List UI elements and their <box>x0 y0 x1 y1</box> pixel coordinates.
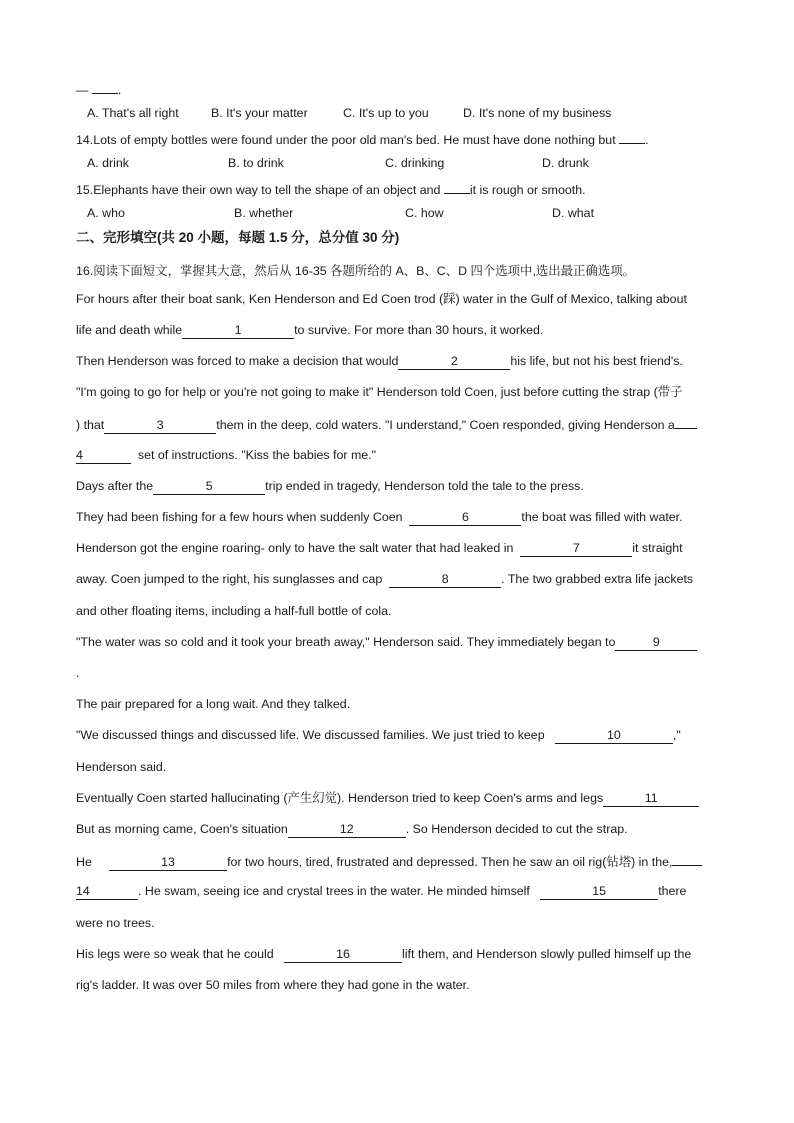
passage-line-7: Days after the 5 trip ended in tragedy, Henderson told the tale to the press. <box>76 479 584 493</box>
blank-14[interactable]: 14 <box>76 884 138 900</box>
q15-option-d: D. what <box>552 206 595 220</box>
blank-5[interactable]: 5 <box>153 479 265 495</box>
passage-line-9: Henderson got the engine roaring- only to have the salt water that had leaked in 7 it straight <box>76 541 683 555</box>
q13-option-a: A. That's all right <box>87 106 179 120</box>
passage-line-15: Henderson said. <box>76 760 167 774</box>
passage-line-19: 14 . He swam, seeing ice and crystal trees in the water. He minded himself 15 there <box>76 884 687 898</box>
passage-line-5: ) that 3 them in the deep, cold waters. "I understand," Coen responded, giving Henderson a <box>76 414 697 434</box>
q13-option-d: D. It's none of my business <box>463 106 612 120</box>
q15-option-b: B. whether <box>234 206 294 220</box>
q13-stem <box>76 79 121 99</box>
q14-blank <box>619 129 645 144</box>
q14-option-a: A. drink <box>87 156 130 170</box>
section-instruction: 16.阅读下面短文，掌握其大意，然后从 16-35 各题所给的 A、B、C、D 四个选项中,选出最正确选项。 <box>76 264 636 278</box>
passage-line-6: 4 set of instructions. "Kiss the babies for me." <box>76 448 377 462</box>
q13-dash: — <box>76 83 89 97</box>
q13-option-c: C. It's up to you <box>343 106 429 120</box>
blank-4[interactable]: 4 <box>76 448 131 464</box>
blank-8[interactable]: 8 <box>389 572 501 588</box>
blank-2[interactable]: 2 <box>398 354 510 370</box>
q15-option-a: A. who <box>87 206 125 220</box>
passage-line-11: and other floating items, including a half-full bottle of cola. <box>76 604 392 618</box>
passage-line-14: "We discussed things and discussed life. We discussed families. We just tried to keep 10 ," <box>76 728 681 742</box>
blank-6[interactable]: 6 <box>409 510 521 526</box>
section-heading: 二、完形填空(共 20 小题，每题 1.5 分，总分值 30 分) <box>76 230 400 245</box>
blank-13[interactable]: 13 <box>109 855 227 871</box>
passage-line-22: rig's ladder. It was over 50 miles from where they had gone in the water. <box>76 978 470 992</box>
passage-line-3: Then Henderson was forced to make a decision that would 2 his life, but not his best friend's. <box>76 354 683 368</box>
passage-line-2: life and death while 1 to survive. For more than 30 hours, it worked. <box>76 323 544 337</box>
q15-option-c: C. how <box>405 206 444 220</box>
blank-3[interactable]: 3 <box>104 418 216 434</box>
passage-line-20: were no trees. <box>76 916 155 930</box>
passage-line-8: They had been fishing for a few hours when suddenly Coen 6 the boat was filled with water. <box>76 510 683 524</box>
passage-line-13: The pair prepared for a long wait. And they talked. <box>76 697 351 711</box>
q14-option-d: D. drunk <box>542 156 589 170</box>
q13-blank <box>92 79 118 94</box>
passage-line-12: "The water was so cold and it took your breath away," Henderson said. They immediately began to 9 <box>76 633 697 651</box>
passage-line-12-end: . <box>76 666 80 680</box>
passage-line-10: away. Coen jumped to the right, his sunglasses and cap 8 . The two grabbed extra life jackets <box>76 572 694 586</box>
q14-option-b: B. to drink <box>228 156 284 170</box>
passage-line-16: Eventually Coen started hallucinating (产生幻觉). Henderson tried to keep Coen's arms and legs 11 <box>76 789 699 807</box>
passage-line-18: He 13 for two hours, tired, frustrated and depressed. Then he saw an oil rig(钻塔) in the, <box>76 851 702 871</box>
blank-7[interactable]: 7 <box>520 541 632 557</box>
blank-15[interactable]: 15 <box>540 884 658 900</box>
blank-10[interactable]: 10 <box>555 728 673 744</box>
blank-9[interactable]: 9 <box>615 635 697 651</box>
blank-4-start <box>675 414 697 429</box>
blank-16[interactable]: 16 <box>284 947 402 963</box>
q13-end: . <box>117 83 122 97</box>
q15-stem: 15.Elephants have their own way to tell the shape of an object and it is rough or smooth. <box>76 179 586 199</box>
blank-1[interactable]: 1 <box>182 323 294 339</box>
q15-blank <box>444 179 470 194</box>
q14-option-c: C. drinking <box>385 156 445 170</box>
passage-line-1: For hours after their boat sank, Ken Henderson and Ed Coen trod (踩) water in the Gulf of Mexico, talking about <box>76 292 687 306</box>
passage-line-17: But as morning came, Coen's situation 12 . So Henderson decided to cut the strap. <box>76 822 628 836</box>
q13-option-b: B. It's your matter <box>211 106 308 120</box>
passage-line-21: His legs were so weak that he could 16 lift them, and Henderson slowly pulled himself up the <box>76 947 692 961</box>
blank-12[interactable]: 12 <box>288 822 406 838</box>
passage-line-4: "I'm going to go for help or you're not going to make it" Henderson told Coen, just before cutting the strap (带子 <box>76 385 683 399</box>
blank-11[interactable]: 11 <box>603 791 699 807</box>
blank-14-start <box>672 851 702 866</box>
q14-stem: 14.Lots of empty bottles were found under the poor old man's bed. He must have done nothing but . <box>76 129 649 149</box>
